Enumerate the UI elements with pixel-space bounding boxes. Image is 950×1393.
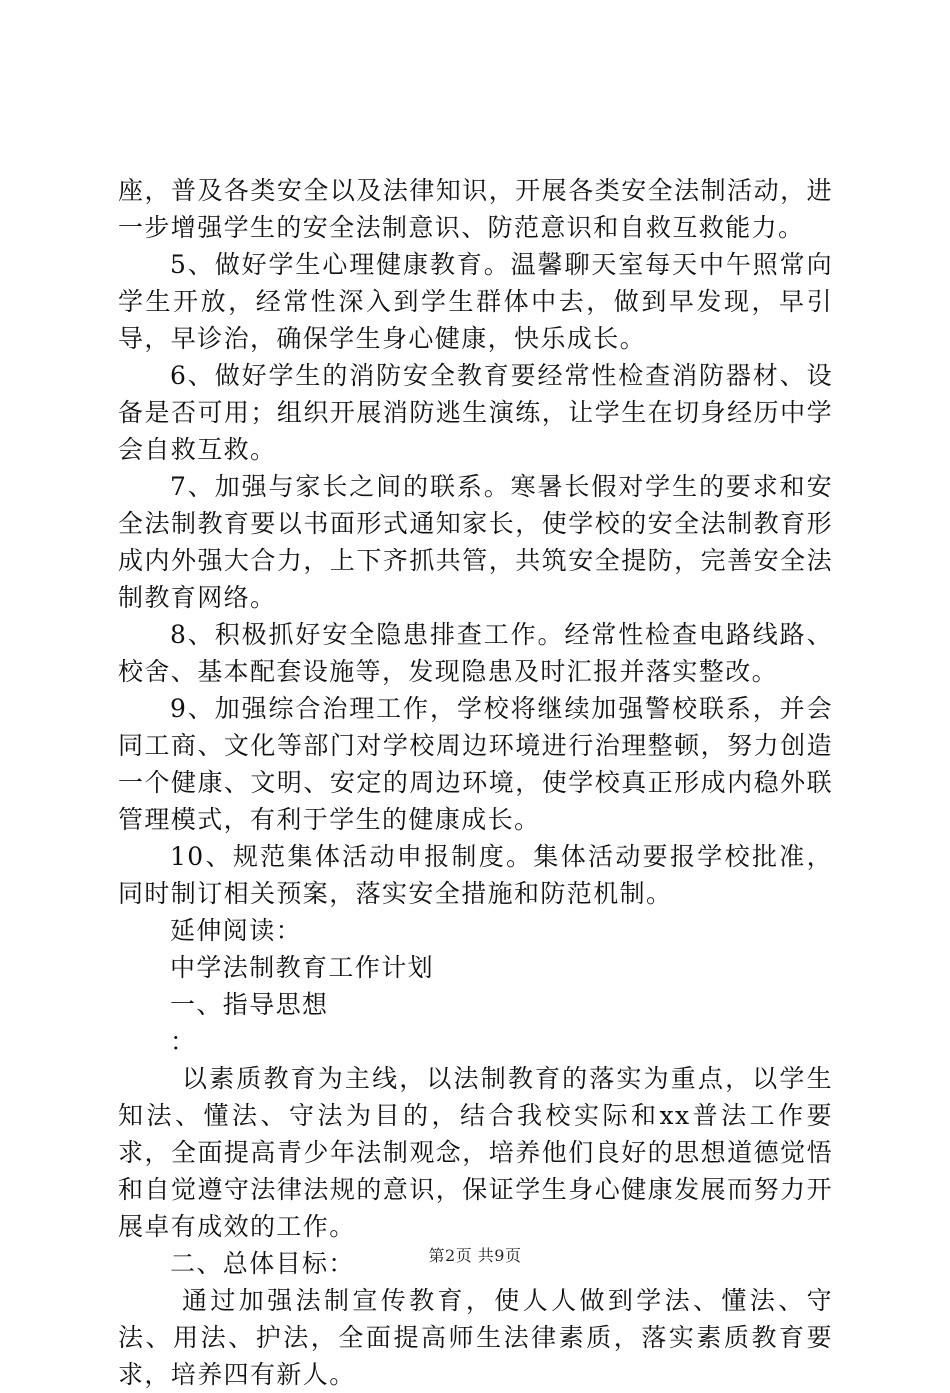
heading-overall-goals: 二、总体目标： — [170, 1249, 355, 1278]
extended-reading-label: 延伸阅读： — [170, 916, 303, 945]
paragraph-item-9: 9、加强综合治理工作，学校将继续加强警校联系，并会同工商、文化等部门对学校周边环境进行治理整顿，努力创造一个健康、文明、安定的周边环境，使学校真正形成内稳外联管理模式，有利于学生的健康成长。 — [118, 694, 833, 834]
paragraph-overall-goals: 通过加强法制宣传教育，使人人做到学法、懂法、守法、用法、护法，全面提高师生法律素质，落实素质教育要求，培养四有新人。 — [118, 1286, 833, 1389]
paragraph-item-6: 6、做好学生的消防安全教育要经常性检查消防器材、设备是否可用；组织开展消防逃生演练，让学生在切身经历中学会自救互救。 — [118, 361, 833, 464]
paragraph-item-7: 7、加强与家长之间的联系。寒暑长假对学生的要求和安全法制教育要以书面形式通知家长，使学校的安全法制教育形成内外强大合力，上下齐抓共管，共筑安全提防，完善安全法制教育网络。 — [118, 472, 833, 612]
paragraph-guiding-ideology: 以素质教育为主线，以法制教育的落实为重点，以学生知法、懂法、守法为目的，结合我校实际和xx普法工作要求，全面提高青少年法制观念，培养他们良好的思想道德觉悟和自觉遵守法律法规的意识，保证学生身心健康发展而努力开展卓有成效的工作。 — [118, 1064, 833, 1241]
document-body — [118, 172, 833, 1393]
paragraph-item-8: 8、积极抓好安全隐患排查工作。经常性检查电路线路、校舍、基本配套设施等，发现隐患及时汇报并落实整改。 — [118, 620, 833, 686]
paragraph-item-5: 5、做好学生心理健康教育。温馨聊天室每天中午照常向学生开放，经常性深入到学生群体中去，做到早发现，早引导，早诊治，确保学生身心健康，快乐成长。 — [118, 250, 833, 353]
stray-colon: ： — [170, 1027, 197, 1056]
page-number-footer: 第2页 共9页 — [428, 1246, 522, 1265]
heading-guiding-ideology: 一、指导思想 — [170, 990, 329, 1019]
paragraph-item-10: 10、规范集体活动申报制度。集体活动要报学校批准，同时制订相关预案，落实安全措施和防范机制。 — [118, 842, 833, 908]
paragraph-continuation: 座，普及各类安全以及法律知识，开展各类安全法制活动，进一步增强学生的安全法制意识、防范意识和自救互救能力。 — [118, 176, 833, 242]
section-title: 中学法制教育工作计划 — [170, 953, 435, 982]
